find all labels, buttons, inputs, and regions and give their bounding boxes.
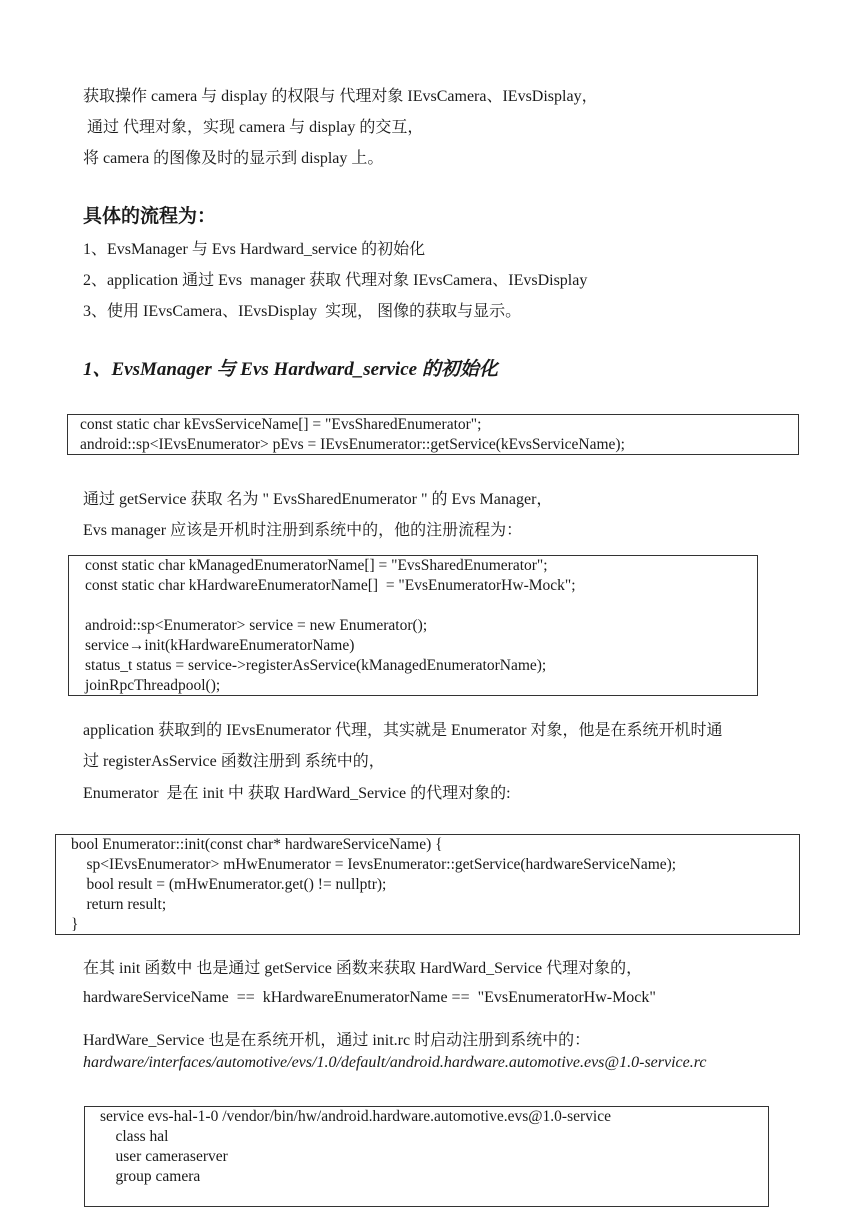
code-line: const static char kHardwareEnumeratorName[] = "EvsEnumeratorHw-Mock"; (85, 577, 576, 594)
para-1-line-2: Evs manager 应该是开机时注册到系统中的，他的注册流程为： (83, 522, 523, 539)
code-line: joinRpcThreadpool(); (85, 677, 221, 694)
para-2-line-1: application 获取到的 IEvsEnumerator 代理，其实就是 Enumerator 对象，他是在系统开机时通 (83, 722, 723, 739)
para-2-line-2: 过 registerAsService 函数注册到 系统中的， (83, 753, 385, 770)
code-line: service evs-hal-1-0 /vendor/bin/hw/android.hardware.automotive.evs@1.0-service (100, 1108, 611, 1125)
code-line: group camera (100, 1168, 201, 1185)
flow-heading: 具体的流程为： (83, 205, 217, 227)
flow-step-2: 2、application 通过 Evs manager 获取 代理对象 IEvsCamera、IEvsDisplay (83, 272, 588, 289)
flow-step-3: 3、使用 IEvsCamera、IEvsDisplay 实现， 图像的获取与显示。 (83, 303, 522, 320)
intro-line-2: 通过 代理对象，实现 camera 与 display 的交互， (83, 119, 424, 136)
intro-line-1: 获取操作 camera 与 display 的权限与 代理对象 IEvsCamera、IEvsDisplay， (83, 88, 598, 105)
code-line: status_t status = service->registerAsService(kManagedEnumeratorName); (85, 657, 547, 674)
para-3-line-2: hardwareServiceName == kHardwareEnumeratorName == "EvsEnumeratorHw-Mock" (83, 989, 656, 1006)
code-line: service→init(kHardwareEnumeratorName) (85, 637, 355, 654)
code-block-2 (68, 555, 758, 696)
code-line: bool result = (mHwEnumerator.get() != nullptr); (71, 876, 387, 893)
para-2-line-3: Enumerator 是在 init 中 获取 HardWard_Service 的代理对象的: (83, 785, 511, 802)
para-1-line-1: 通过 getService 获取 名为 " EvsSharedEnumerator " 的 Evs Manager， (83, 491, 553, 508)
code-line: android::sp<IEvsEnumerator> pEvs = IEvsEnumerator::getService(kEvsServiceName); (80, 436, 625, 453)
code-line: sp<IEvsEnumerator> mHwEnumerator = IevsEnumerator::getService(hardwareServiceName); (71, 856, 677, 873)
code-line: const static char kManagedEnumeratorName[] = "EvsSharedEnumerator"; (85, 557, 548, 574)
para-4-line-1: HardWare_Service 也是在系统开机，通过 init.rc 时启动注册到系统中的： (83, 1032, 591, 1049)
code-line: bool Enumerator::init(const char* hardwareServiceName) { (71, 836, 443, 853)
code-block-3 (55, 834, 800, 935)
flow-step-1: 1、EvsManager 与 Evs Hardward_service 的初始化 (83, 241, 426, 258)
code-line: return result; (71, 896, 167, 913)
section-1-heading: 1、EvsManager 与 Evs Hardward_service 的初始化 (83, 359, 498, 380)
intro-line-3: 将 camera 的图像及时的显示到 display 上。 (83, 150, 384, 167)
code-line: user cameraserver (100, 1148, 228, 1165)
code-line: } (71, 916, 79, 933)
code-block-4 (84, 1106, 769, 1207)
code-block-1 (67, 414, 799, 455)
rc-file-path: hardware/interfaces/automotive/evs/1.0/default/android.hardware.automotive.evs@1.0-service.rc (83, 1054, 707, 1071)
code-line: class hal (100, 1128, 169, 1145)
para-3-line-1: 在其 init 函数中 也是通过 getService 函数来获取 HardWard_Service 代理对象的， (83, 960, 643, 977)
code-line: android::sp<Enumerator> service = new Enumerator(); (85, 617, 428, 634)
code-line: const static char kEvsServiceName[] = "EvsSharedEnumerator"; (80, 416, 482, 433)
